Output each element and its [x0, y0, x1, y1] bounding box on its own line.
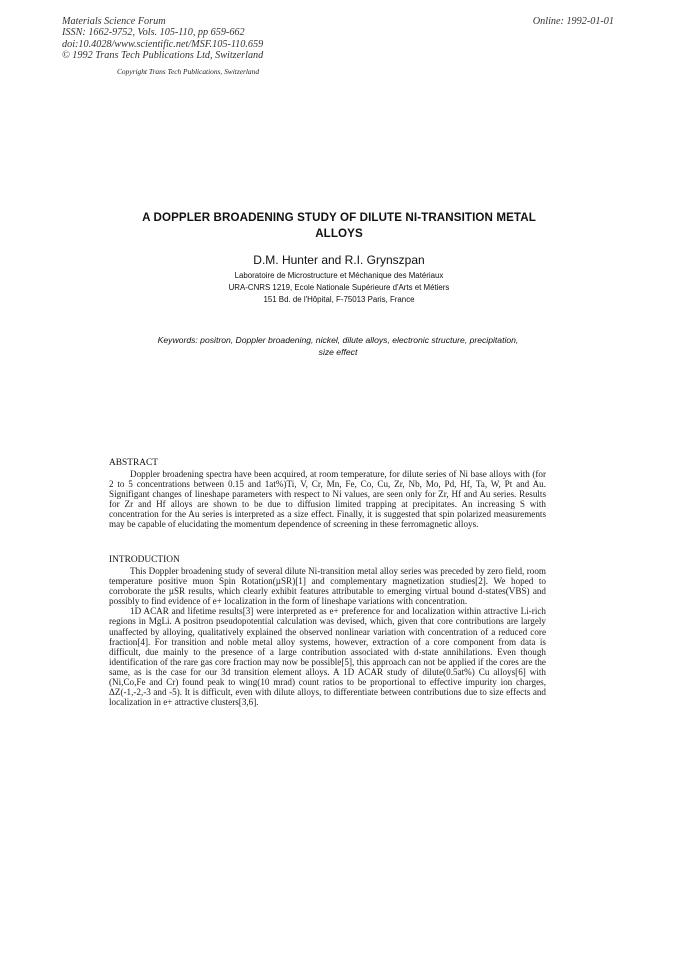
journal-header — [62, 16, 263, 62]
affiliation — [0, 270, 678, 306]
abstract-paragraph: Doppler broadening spectra have been acquired, at room temperature, for dilute series of Ni base alloys with (for 2 to 5 concentrations between 0.15 and 1at%)Ti, V, Cr, Mn, Fe, Co, Cu, Zr, Nb, Mo, Pd, Hf, Ta, W, Pt and Au. Signifigant changes of lineshape parameters with respect to Ni values, are seen only for Zr, Hf and Au series. Results for Zr and Hf alloys are shown to be due to diffusion limited trapping at precipitates. An increasing S with concentration for the Au series is interpreted as a size effect. Finally, it is suggested that spin polarized measurements may be capable of elucidating the momentum dependence of screening in these ferromagnetic alloys. — [109, 469, 546, 530]
copyright-notice: Copyright Trans Tech Publications, Switzerland — [117, 67, 260, 76]
paper-title — [108, 210, 570, 242]
introduction-heading: INTRODUCTION — [109, 555, 180, 565]
abstract-text — [109, 469, 546, 530]
introduction-paragraph-2: 1D ACAR and lifetime results[3] were interpreted as e+ preference for and localization within attractive Li-rich regions in MgLi. A positron pseudopotential calculation was devised, which, given that core contributions are largely unaffected by alloying, qualitatively explained the observed nonlinear variation with concentration of a reduced core fraction[4]. For transition and noble metal alloy systems, however, extraction of a core component from data is difficult, due mainly to the presence of a large contribution associated with d-state annihilations. Even though identification of the rare gas core fraction may now be possible[5], this approach can not be applied if the cores are the same, as is the case for our 3d transition element alloys. A 1D ACAR study of dilute(0.5at%) Cu alloys[6] with (Ni,Co,Fe and Cr) found peak to wing(10 mrad) count ratios to be proportional to effective impurity ion charges, ΔZ(-1,-2,-3 and -5). It is difficult, even with dilute alloys, to differentiate between contributions due to size effects and localization in e+ attractive clusters[3,6]. — [109, 606, 546, 708]
affiliation-line-3: 151 Bd. de l'Hôpital, F-75013 Paris, France — [263, 295, 415, 304]
doi-line: doi:10.4028/www.scientific.net/MSF.105-110.659 — [62, 38, 264, 50]
issn-line: ISSN: 1662-9752, Vols. 105-110, pp 659-662 — [62, 27, 245, 39]
keywords — [112, 334, 564, 358]
introduction-text — [109, 566, 546, 707]
abstract-heading: ABSTRACT — [109, 458, 158, 468]
copyright-line: © 1992 Trans Tech Publications Ltd, Switzerland — [62, 50, 264, 62]
title-line-2: ALLOYS — [315, 227, 363, 240]
authors: D.M. Hunter and R.I. Grynszpan — [253, 253, 425, 267]
online-date: Online: 1992-01-01 — [532, 16, 614, 27]
introduction-paragraph-1: This Doppler broadening study of several dilute Ni-transition metal alloy series was preceded by zero field, room temperature positive muon Spin Rotation(µSR)[1] and complementary magnetization studies[2]. We hoped to corroborate the µSR results, which clearly exhibit features attributable to emerging virtual bound d-states(VBS) and possibly to find evidence of e+ localization in the form of lineshape variations with concentration. — [109, 566, 546, 607]
title-line-1: A DOPPLER BROADENING STUDY OF DILUTE NI-TRANSITION METAL — [142, 211, 536, 224]
affiliation-line-2: URA-CNRS 1219, Ecole Nationale Supérieure d'Arts et Métiers — [228, 283, 450, 292]
affiliation-line-1: Laboratoire de Microstructure et Méchanique des Matériaux — [234, 271, 444, 280]
keywords-line-2: size effect — [318, 347, 358, 357]
keywords-line-1: Keywords: positron, Doppler broadening, nickel, dilute alloys, electronic structure, precipitation, — [157, 335, 519, 345]
journal-name: Materials Science Forum — [62, 16, 166, 27]
